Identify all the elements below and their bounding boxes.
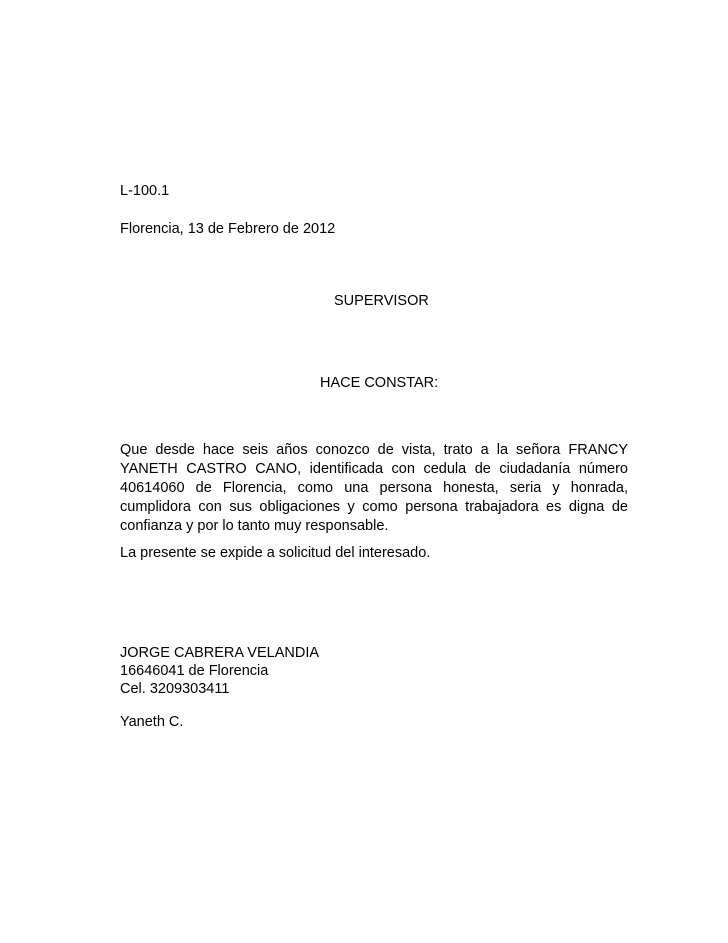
signatory-name: JORGE CABRERA VELANDIA (120, 645, 320, 661)
body-paragraph: Que desde hace seis años conozco de vista, trato a la señora FRANCY YANETH CASTRO CANO, identificada con cedula de ciudadanía número 40614060 de Florencia, como una persona honesta, seria y honrada, cumplidora con sus obligaciones y como persona trabajadora es digna de confianza y por lo tanto muy responsable. (120, 442, 628, 534)
place-and-date: Florencia, 13 de Febrero de 2012 (120, 221, 336, 237)
signatory-id: 16646041 de Florencia (120, 663, 269, 679)
closing-sentence: La presente se expide a solicitud del interesado. (120, 545, 431, 561)
declaration-heading: HACE CONSTAR: (320, 375, 439, 391)
document-reference: L-100.1 (120, 183, 170, 199)
signatory-phone: Cel. 3209303411 (120, 681, 230, 697)
role-title: SUPERVISOR (334, 293, 429, 309)
typist-initials: Yaneth C. (120, 714, 184, 730)
